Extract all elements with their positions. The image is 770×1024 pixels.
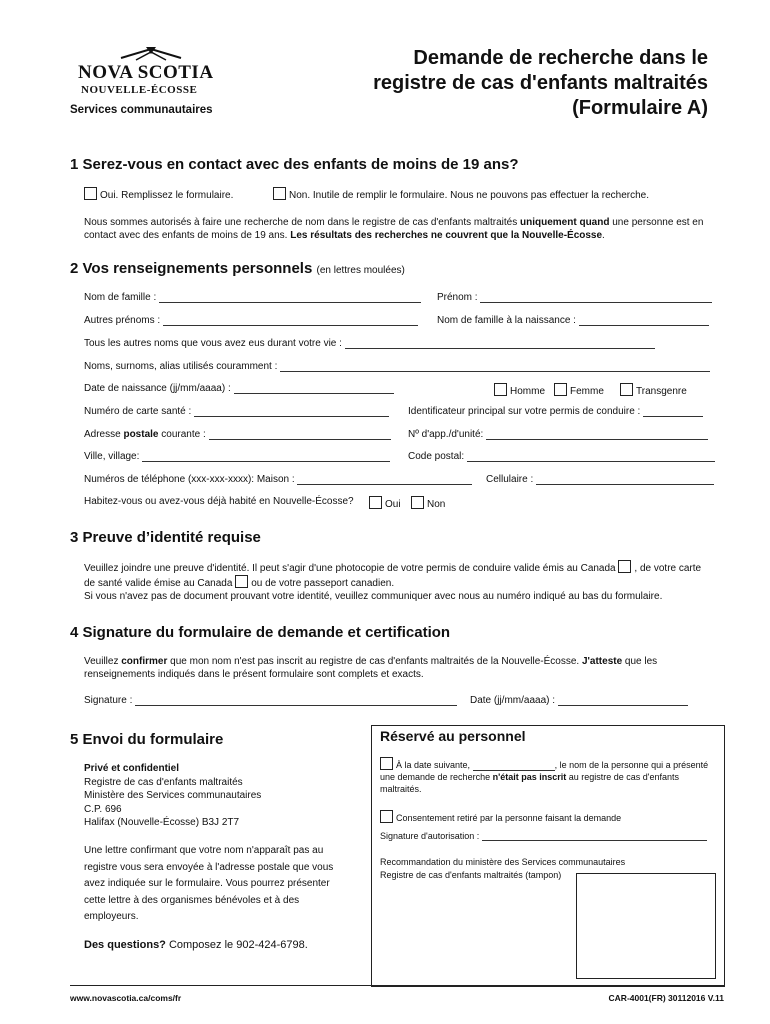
section1-note: Nous sommes autorisés à faire une recherche de nom dans le registre de cas d'enfants maltraités uniquement quand une personne est en contact avec des enfants de moins de 19 ans. Les résultats des recherches ne couvrent que la Nouvelle-Écosse. [84, 217, 704, 241]
health-card-proof-checkbox[interactable] [235, 575, 248, 588]
section5-heading: 5 Envoi du formulaire [70, 731, 224, 748]
questions-line: Des questions? Composez le 902-424-6798. [84, 939, 308, 951]
health-card-field[interactable]: Numéro de carte santé : [84, 406, 389, 417]
date-of-birth-field[interactable]: Date de naissance (jj/mm/aaaa) : [84, 383, 394, 394]
cell-phone-field[interactable]: Cellulaire : [486, 474, 714, 485]
footer-divider [70, 985, 724, 986]
section1-heading: 1 Serez-vous en contact avec des enfants de moins de 19 ans? [70, 156, 519, 173]
gender-male-option[interactable]: Homme [494, 383, 545, 397]
trans-checkbox[interactable] [620, 383, 633, 396]
other-first-names-field[interactable]: Autres prénoms : [84, 315, 418, 326]
lived-ns-no-option[interactable]: Non [411, 496, 445, 510]
licence-field[interactable]: Identificateur principal sur votre permis de conduire : [408, 406, 703, 417]
contact-yes-option[interactable]: Oui. Remplissez le formulaire. [84, 187, 233, 201]
address-field[interactable]: Adresse postale courante : [84, 429, 391, 440]
section2-heading: 2 Vos renseignements personnels (en lettres moulées) [70, 260, 405, 277]
logo-wordmark: NOVA SCOTIA [78, 62, 214, 83]
section3-heading: 3 Preuve d’identité requise [70, 529, 261, 546]
gender-trans-option[interactable]: Transgenre [620, 383, 687, 397]
lived-yes-checkbox[interactable] [369, 496, 382, 509]
recommendation-text: Recommandation du ministère des Services communautaires Registre de cas d'enfants maltraités (tampon) [380, 857, 626, 880]
section4-text: Veuillez confirmer que mon nom n'est pas inscrit au registre de cas d'enfants maltraités de la Nouvelle-Écosse. J'atteste que les renseignements indiqués dans le présent formulaire sont complets et exacts. [84, 656, 658, 680]
licence-proof-checkbox[interactable] [618, 560, 631, 573]
no-checkbox[interactable] [273, 187, 286, 200]
last-name-field[interactable]: Nom de famille : [84, 292, 421, 303]
lived-ns-yes-option[interactable]: Oui [369, 496, 401, 510]
birth-last-name-field[interactable]: Nom de famille à la naissance : [437, 315, 709, 326]
staff-heading: Réservé au personnel [380, 728, 526, 744]
logo [78, 46, 228, 96]
home-phone-field[interactable]: Numéros de téléphone (xxx-xxx-xxxx): Maison : [84, 474, 472, 485]
footer-url[interactable]: www.novascotia.ca/coms/fr [70, 993, 182, 1003]
staff-statement: À la date suivante, , le nom de la personne qui a présenté une demande de recherche n'était pas inscrit au registre de cas d'enfants maltraités. [380, 757, 715, 795]
consent-withdrawn-option[interactable]: Consentement retiré par la personne faisant la demande [380, 810, 621, 823]
mailing-address: Privé et confidentiel Registre de cas d'enfants maltraités Ministère des Services communautaires C.P. 696 Halifax (Nouvelle-Écosse) B3J 2T7 [84, 763, 262, 828]
section3-text: Veuillez joindre une preuve d'identité. Il peut s'agir d'une photocopie de votre permis de conduire valide émis au Canada , de votre carte de santé valide émise au Canada ou de votre passeport canadien. Si vous n'avez pas de document prouvant votre identité, veuillez communiquer avec nous au numéro indiqué au bas du formulaire. [84, 560, 729, 603]
letter-info: Une lettre confirmant que votre nom n'apparaît pas au registre vous sera envoyée à l'adresse postale que vous avez indiquée sur le formulaire. Vous pourrez présenter cette lettre à des organismes bénévoles et à des employeurs. [84, 845, 334, 922]
yes-checkbox[interactable] [84, 187, 97, 200]
all-names-field[interactable]: Tous les autres noms que vous avez eus durant votre vie : [84, 338, 655, 349]
stamp-area [576, 873, 716, 979]
aliases-field[interactable]: Noms, surnoms, alias utilisés couramment : [84, 361, 710, 372]
logo-subtitle: NOUVELLE-ÉCOSSE [81, 84, 198, 96]
male-checkbox[interactable] [494, 383, 507, 396]
contact-no-option[interactable]: Non. Inutile de remplir le formulaire. Nous ne pouvons pas effectuer la recherche. [273, 187, 649, 201]
date-field[interactable]: Date (jj/mm/aaaa) : [470, 695, 688, 706]
gender-female-option[interactable]: Femme [554, 383, 604, 397]
postal-code-field[interactable]: Code postal: [408, 451, 715, 462]
signature-field[interactable]: Signature : [84, 695, 457, 706]
lived-no-checkbox[interactable] [411, 496, 424, 509]
not-registered-checkbox[interactable] [380, 757, 393, 770]
section4-heading: 4 Signature du formulaire de demande et certification [70, 624, 451, 641]
department-name: Services communautaires [70, 104, 213, 116]
first-name-field[interactable]: Prénom : [437, 292, 712, 303]
apartment-field[interactable]: Nº d'app./d'unité: [408, 429, 708, 440]
consent-checkbox[interactable] [380, 810, 393, 823]
female-checkbox[interactable] [554, 383, 567, 396]
city-field[interactable]: Ville, village: [84, 451, 390, 462]
crest-icon [116, 46, 186, 62]
authorization-signature-field[interactable]: Signature d'autorisation : [380, 831, 707, 841]
page-title: Demande de recherche dans le registre de cas d'enfants maltraités (Formulaire A) [373, 47, 708, 119]
form-code: CAR-4001(FR) 30112016 V.11 [608, 993, 724, 1003]
lived-ns-question: Habitez-vous ou avez-vous déjà habité en Nouvelle-Écosse? [84, 496, 354, 507]
